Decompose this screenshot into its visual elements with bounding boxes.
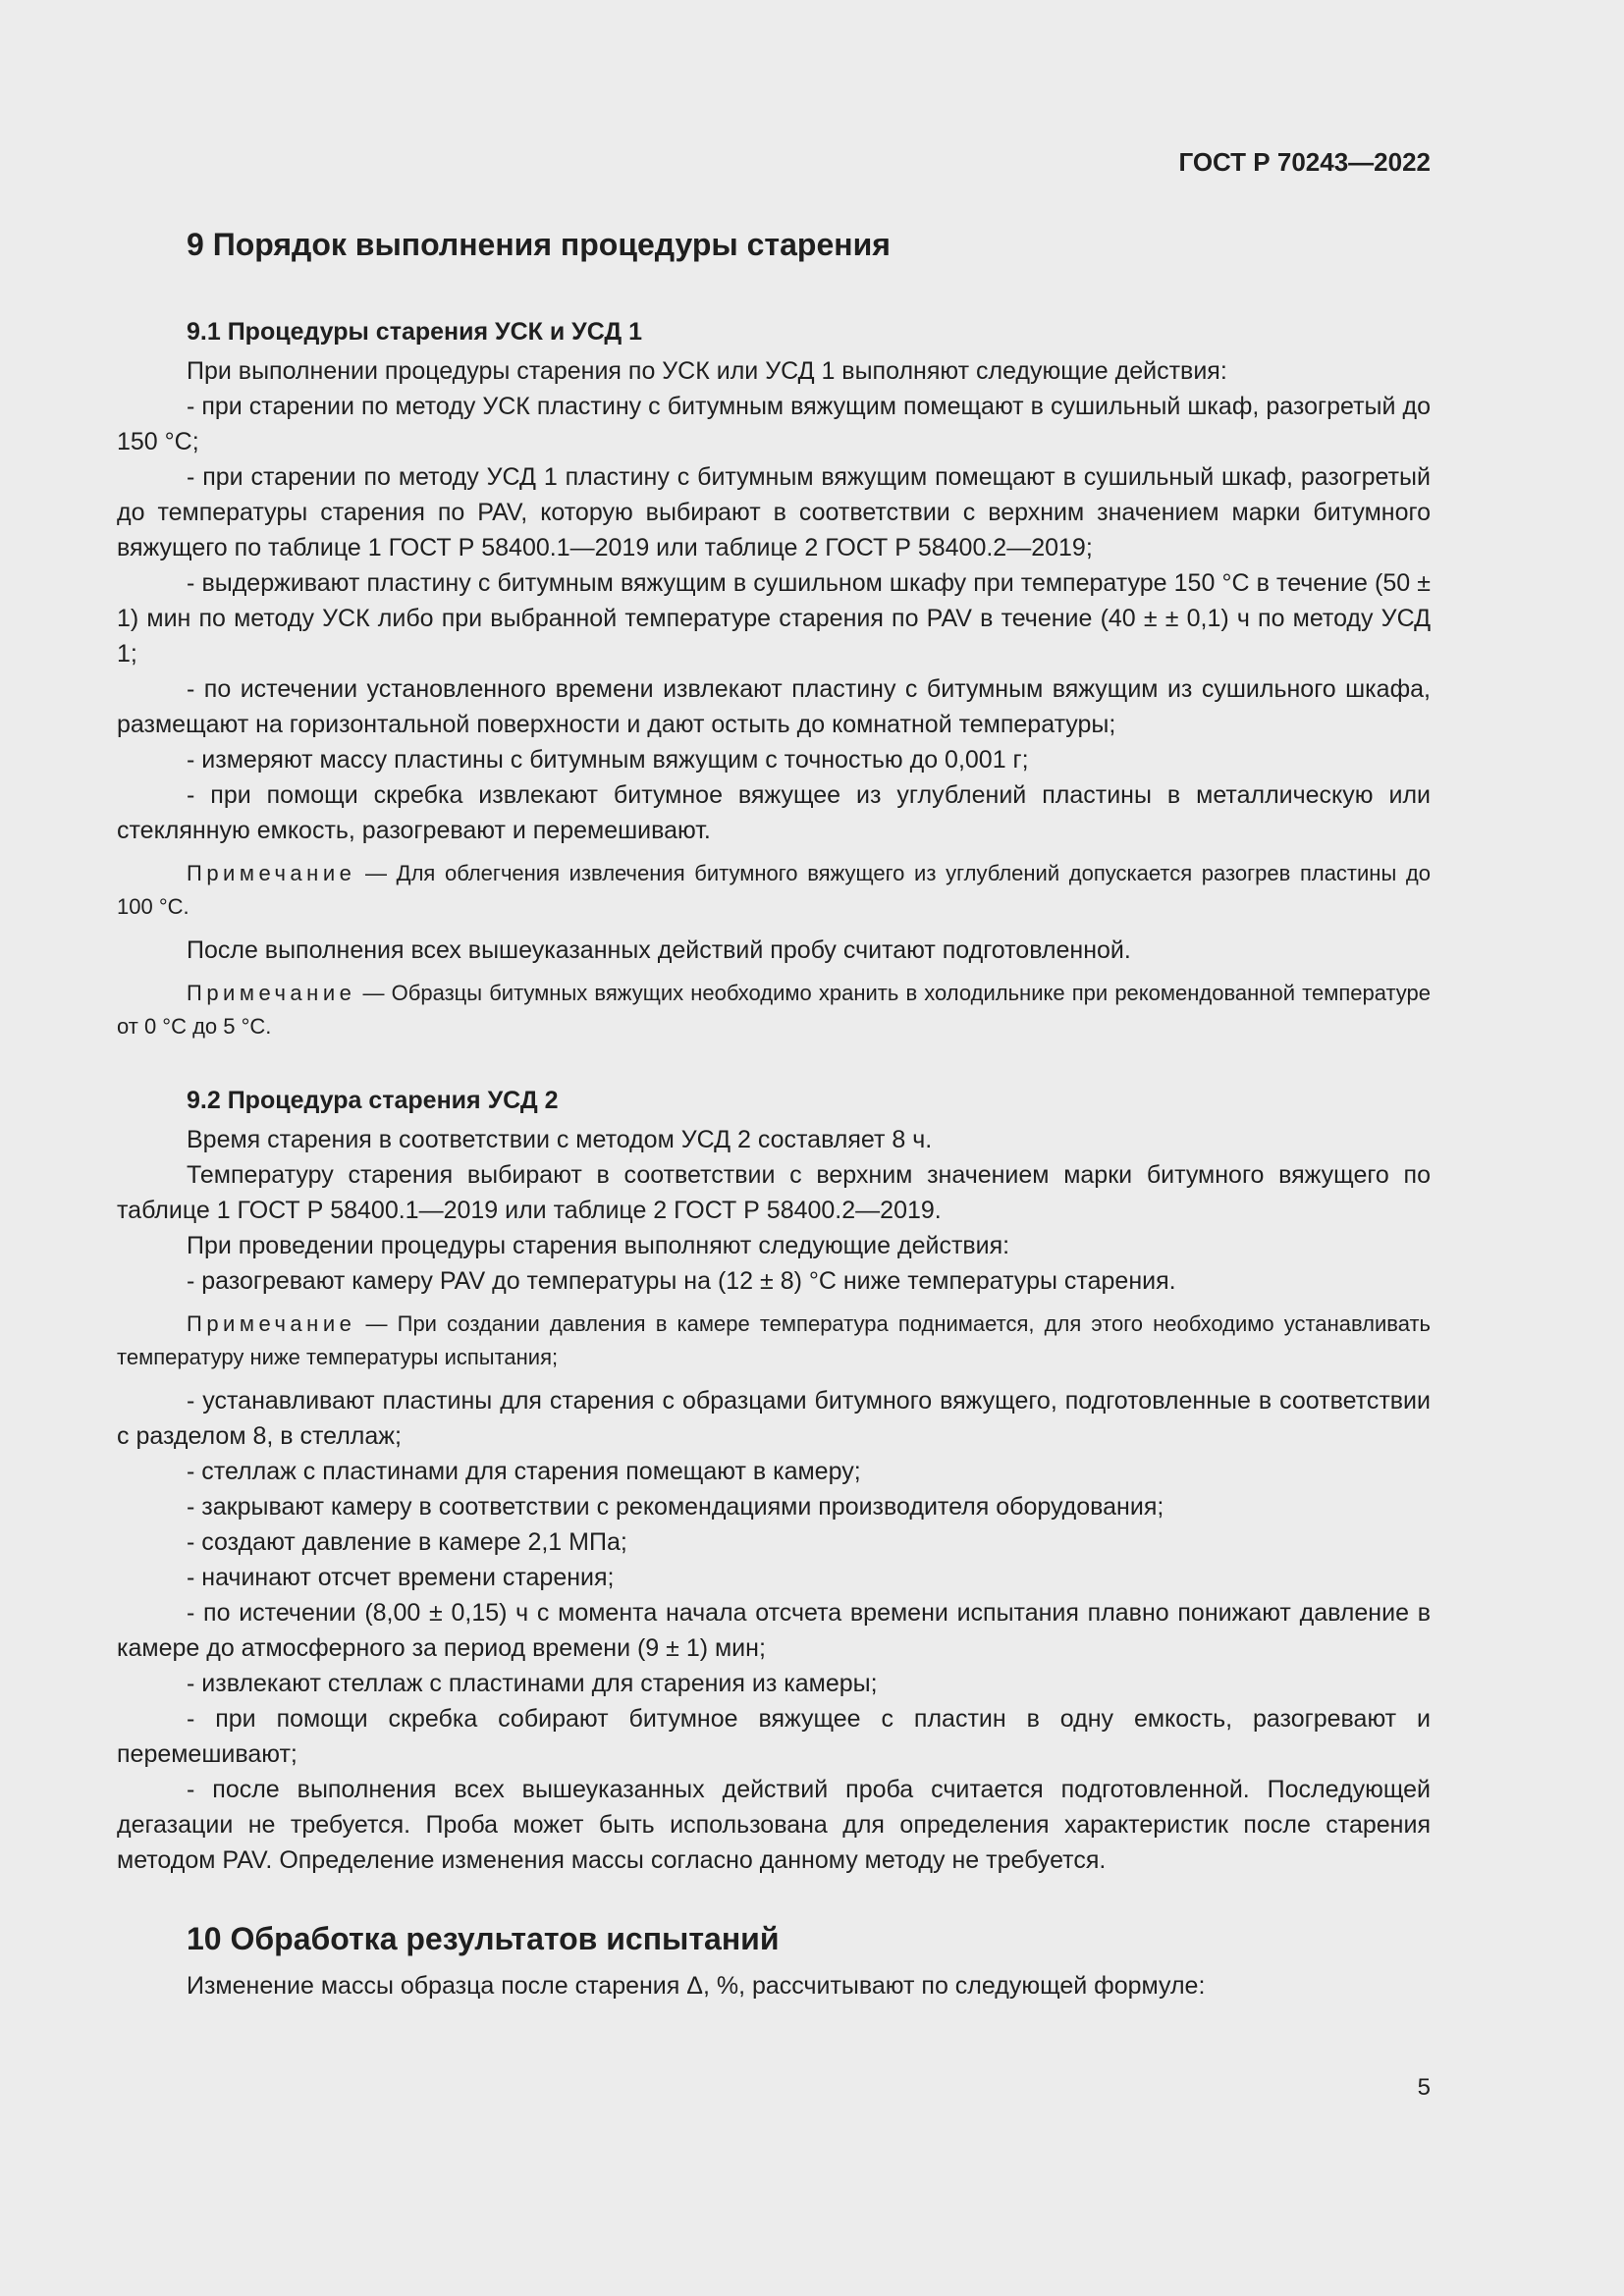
list-item: - начинают отсчет времени старения; — [187, 1564, 615, 1591]
list-item: - закрывают камеру в соответствии с рекомендациями производителя оборудования; — [187, 1493, 1164, 1521]
note-label: Примечание — [187, 861, 356, 885]
note-heating — [117, 857, 1431, 924]
section-10-title: 10 Обработка результатов испытаний — [187, 1921, 780, 1956]
list-item: - по истечении установленного времени извлекают пластину с битумным вяжущим из сушильного шкафа, размещают на горизонтальной поверхности и дают остыть до комнатной температуры; — [117, 675, 1431, 738]
note-storage — [117, 977, 1431, 1043]
section-9-2-title: 9.2 Процедура старения УСД 2 — [187, 1087, 559, 1114]
section-10-intro: Изменение массы образца после старения Δ, %, рассчитывают по следующей формуле: — [187, 1972, 1206, 2000]
note-text: — Для облегчения извлечения битумного вяжущего из углублений допускается разогрев пластины до 100 °С. — [117, 861, 1431, 919]
section-9-1-title: 9.1 Процедуры старения УСК и УСД 1 — [187, 318, 643, 346]
list-item: - создают давление в камере 2,1 МПа; — [187, 1528, 627, 1556]
note-text: — Образцы битумных вяжущих необходимо хранить в холодильнике при рекомендованной температуре от 0 °С до 5 °С. — [117, 981, 1431, 1039]
page-content — [117, 221, 1431, 2003]
list-item: - стеллаж с пластинами для старения помещают в камеру; — [187, 1458, 861, 1485]
document-id-header: ГОСТ Р 70243—2022 — [1178, 147, 1431, 177]
page-number: 5 — [1417, 2074, 1431, 2101]
list-item: - при старении по методу УСК пластину с битумным вяжущим помещают в сушильный шкаф, разогретый до 150 °С; — [117, 393, 1431, 455]
list-item: - по истечении (8,00 ± 0,15) ч с момента начала отсчета времени испытания плавно понижают давление в камере до атмосферного за период времени (9 ± 1) мин; — [117, 1599, 1431, 1662]
section-9-title: 9 Порядок выполнения процедуры старения — [187, 227, 891, 262]
section-9-2-time: Время старения в соответствии с методом УСД 2 составляет 8 ч. — [187, 1126, 933, 1153]
section-9-1-after: После выполнения всех вышеуказанных действий пробу считают подготовленной. — [187, 936, 1131, 964]
list-item: - после выполнения всех вышеуказанных действий проба считается подготовленной. Последующей дегазации не требуется. Проба может быть использована для определения характеристик после старения методом PAV. Определение изменения массы согласно данному методу не требуется. — [117, 1776, 1431, 1874]
note-label: Примечание — [187, 981, 356, 1005]
note-text: — При создании давления в камере температура поднимается, для этого необходимо устанавливать температуру ниже температуры испытания; — [117, 1311, 1431, 1369]
note-label: Примечание — [187, 1311, 356, 1336]
list-item: - извлекают стеллаж с пластинами для старения из камеры; — [187, 1670, 878, 1697]
section-9-2-intro: При проведении процедуры старения выполняют следующие действия: — [187, 1232, 1010, 1259]
note-pressure — [117, 1308, 1431, 1374]
section-9-2-temperature: Температуру старения выбирают в соответствии с верхним значением марки битумного вяжущего по таблице 1 ГОСТ Р 58400.1—2019 или таблице 2 ГОСТ Р 58400.2—2019. — [117, 1161, 1431, 1224]
list-item: - при помощи скребка собирают битумное вяжущее с пластин в одну емкость, разогревают и перемешивают; — [117, 1705, 1431, 1768]
list-item: - при помощи скребка извлекают битумное вяжущее из углублений пластины в металлическую или стеклянную емкость, разогревают и перемешивают. — [117, 781, 1431, 844]
list-item: - при старении по методу УСД 1 пластину с битумным вяжущим помещают в сушильный шкаф, разогретый до температуры старения по PAV, которую выбирают в соответствии с верхним значением марки битумного вяжущего по таблице 1 ГОСТ Р 58400.1—2019 или таблице 2 ГОСТ Р 58400.2—2019; — [117, 463, 1431, 561]
list-item: - выдерживают пластину с битумным вяжущим в сушильном шкафу при температуре 150 °С в течение (50 ± 1) мин по методу УСК либо при выбранной температуре старения по PAV в течение (40 ± ± 0,1) ч по методу УСД 1; — [117, 569, 1431, 667]
section-9-1-intro: При выполнении процедуры старения по УСК или УСД 1 выполняют следующие действия: — [187, 357, 1227, 385]
list-item: - устанавливают пластины для старения с образцами битумного вяжущего, подготовленные в соответствии с разделом 8, в стеллаж; — [117, 1387, 1431, 1450]
list-item: - разогревают камеру PAV до температуры на (12 ± 8) °С ниже температуры старения. — [187, 1267, 1176, 1295]
list-item: - измеряют массу пластины с битумным вяжущим с точностью до 0,001 г; — [187, 746, 1029, 774]
